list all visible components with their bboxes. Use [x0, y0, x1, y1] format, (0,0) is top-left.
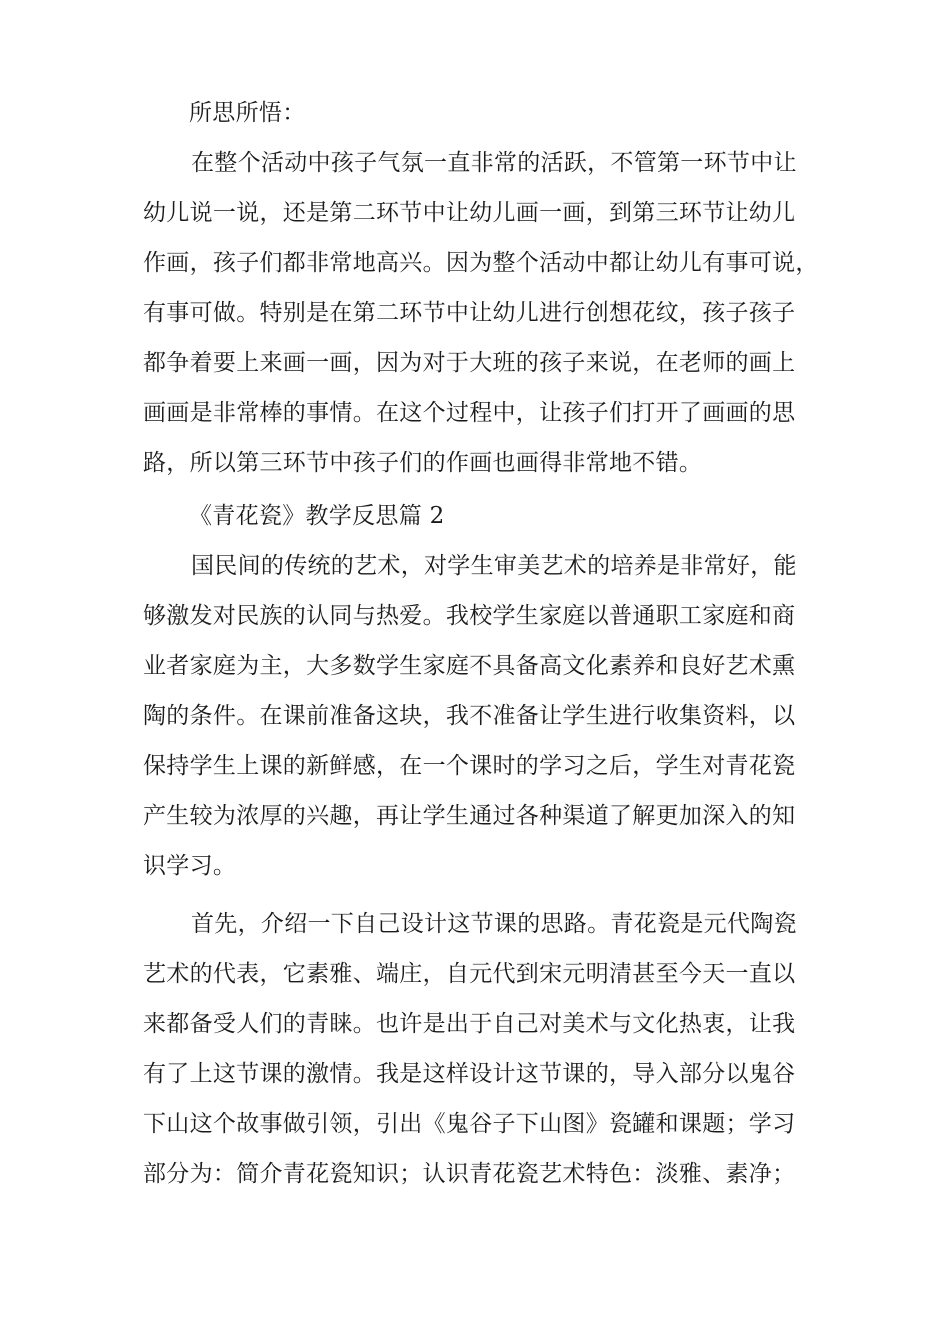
section-title: 《青花瓷》教学反思篇 2 — [189, 503, 445, 529]
paragraph-line: 都争着要上来画一画，因为对于大班的孩子来说，在老师的画上 — [143, 350, 796, 376]
paragraph-line: 保持学生上课的新鲜感，在一个课时的学习之后，学生对青花瓷 — [143, 753, 796, 779]
paragraph-line: 艺术的代表，它素雅、端庄，自元代到宋元明清甚至今天一直以 — [143, 961, 796, 987]
paragraph-line: 来都备受人们的青睐。也许是出于自己对美术与文化热衷，让我 — [143, 1011, 796, 1037]
paragraph-line: 产生较为浓厚的兴趣，再让学生通过各种渠道了解更加深入的知 — [143, 803, 796, 829]
paragraph-line: 有了上这节课的激情。我是这样设计这节课的，导入部分以鬼谷 — [143, 1061, 796, 1087]
paragraph-line: 首先，介绍一下自己设计这节课的思路。青花瓷是元代陶瓷 — [191, 911, 797, 937]
paragraph-line: 幼儿说一说，还是第二环节中让幼儿画一画，到第三环节让幼儿 — [143, 200, 796, 226]
paragraph-line: 识学习。 — [143, 853, 237, 879]
paragraph-line: 陶的条件。在课前准备这块，我不准备让学生进行收集资料，以 — [143, 703, 796, 729]
paragraph-line: 下山这个故事做引领，引出《鬼谷子下山图》瓷罐和课题；学习 — [143, 1111, 796, 1137]
paragraph-line: 画画是非常棒的事情。在这个过程中，让孩子们打开了画画的思 — [143, 400, 796, 426]
paragraph-line: 部分为：简介青花瓷知识；认识青花瓷艺术特色：淡雅、素净； — [143, 1161, 796, 1187]
paragraph-line: 作画，孩子们都非常地高兴。因为整个活动中都让幼儿有事可说， — [143, 250, 819, 276]
paragraph-line: 够激发对民族的认同与热爱。我校学生家庭以普通职工家庭和商 — [143, 603, 796, 629]
section-label: 所思所悟： — [189, 100, 306, 126]
paragraph-line: 国民间的传统的艺术，对学生审美艺术的培养是非常好，能 — [191, 553, 797, 579]
paragraph-line: 路，所以第三环节中孩子们的作画也画得非常地不错。 — [143, 450, 703, 476]
paragraph-line: 在整个活动中孩子气氛一直非常的活跃，不管第一环节中让 — [191, 150, 797, 176]
paragraph-line: 有事可做。特别是在第二环节中让幼儿进行创想花纹，孩子孩子 — [143, 300, 796, 326]
paragraph-line: 业者家庭为主，大多数学生家庭不具备高文化素养和良好艺术熏 — [143, 653, 796, 679]
